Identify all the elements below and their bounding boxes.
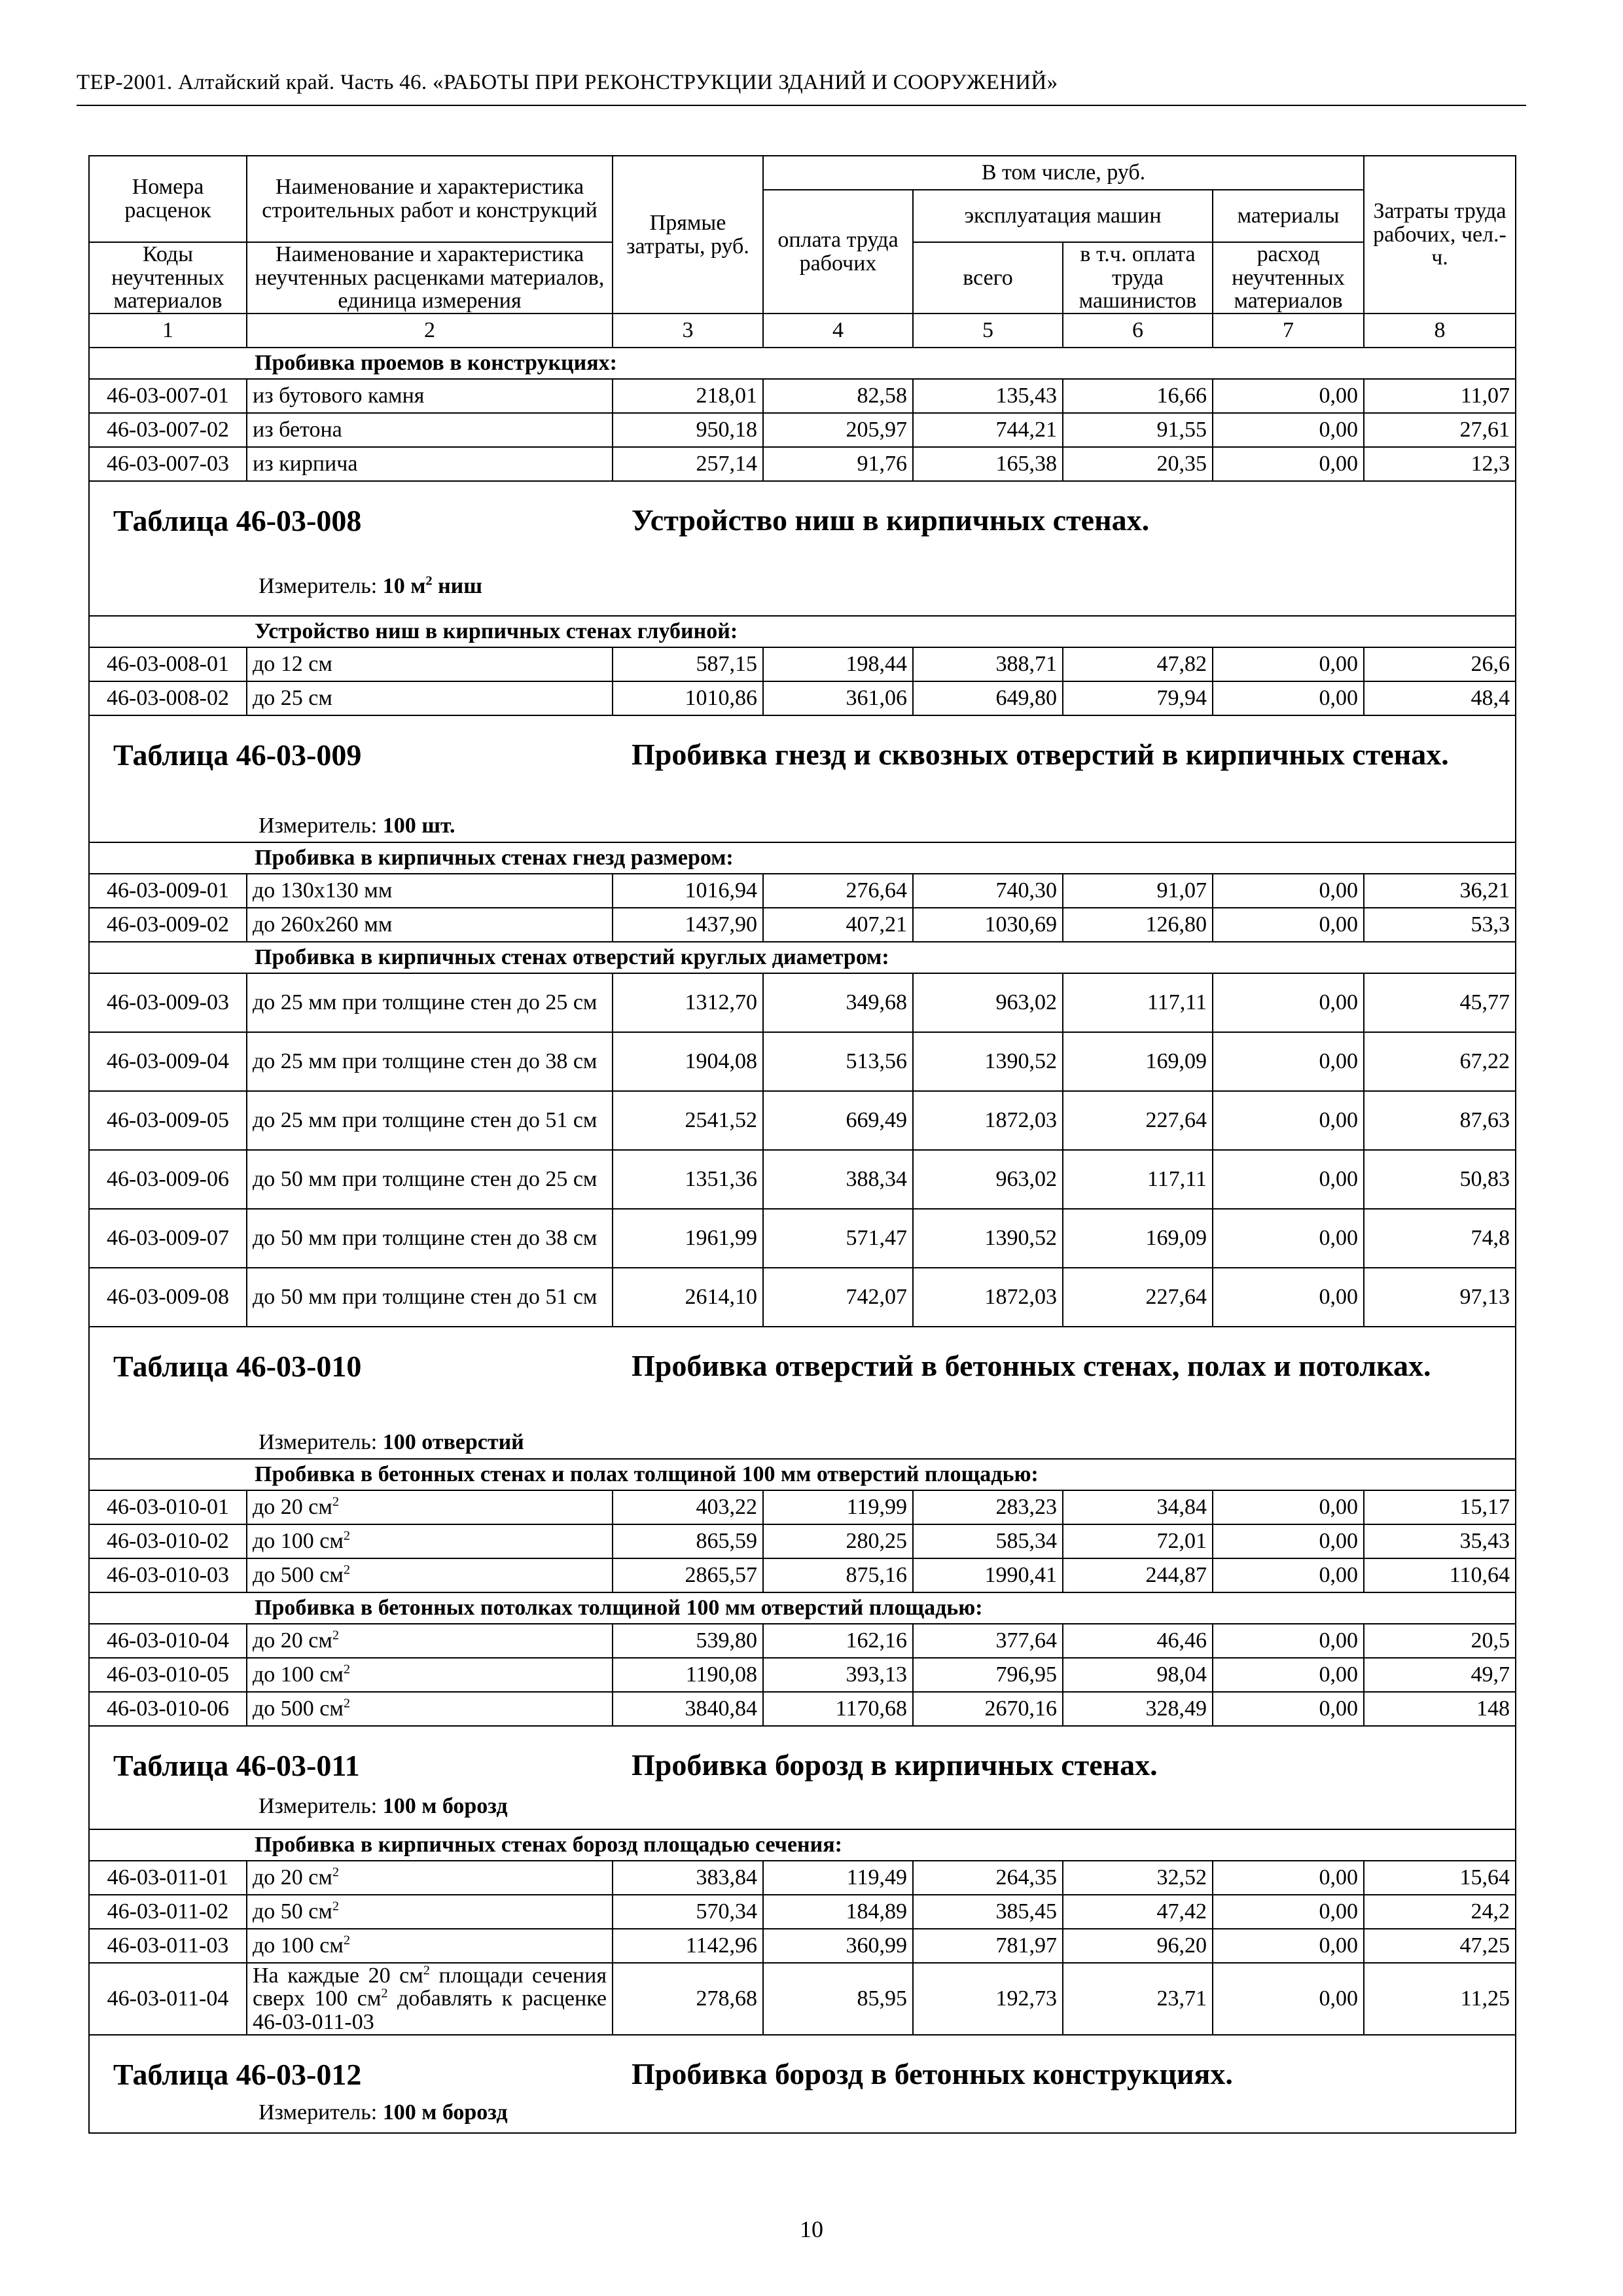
wages: 875,16 bbox=[763, 1558, 913, 1592]
rate-name: до 50 мм при толщине стен до 25 см bbox=[247, 1150, 613, 1209]
rate-name: до 100 $см^2$ bbox=[247, 1658, 613, 1692]
col-material-use: расход неучтенных материалов bbox=[1213, 242, 1364, 314]
wages: 205,97 bbox=[763, 413, 913, 447]
wages: 1170,68 bbox=[763, 1692, 913, 1726]
rate-code: 46-03-010-02 bbox=[89, 1524, 247, 1558]
table-row bbox=[89, 1624, 1516, 1658]
section-row bbox=[89, 616, 1516, 647]
labor-hours: 26,6 bbox=[1364, 647, 1516, 681]
rows-010b bbox=[89, 1624, 1516, 1726]
table-row bbox=[89, 447, 1516, 481]
machinist-wages: 96,20 bbox=[1063, 1929, 1213, 1963]
rate-name: из кирпича bbox=[247, 447, 613, 481]
machines-total: 264,35 bbox=[913, 1861, 1063, 1895]
wages: 388,34 bbox=[763, 1150, 913, 1209]
materials: 0,00 bbox=[1213, 681, 1364, 715]
section-title: Пробивка в бетонных стенах и полах толщиной 100 мм отверстий площадью: bbox=[247, 1459, 1516, 1490]
section-row bbox=[89, 942, 1516, 973]
machines-total: 963,02 bbox=[913, 1150, 1063, 1209]
table-row bbox=[89, 1268, 1516, 1327]
col-rate-numbers: Номера расценок bbox=[89, 156, 247, 242]
table-title: Пробивка отверстий в бетонных стенах, полах и потолках. bbox=[632, 1349, 1431, 1383]
table-code: Таблица 46-03-009 bbox=[113, 738, 362, 772]
labor-hours: 49,7 bbox=[1364, 1658, 1516, 1692]
table-row bbox=[89, 647, 1516, 681]
rate-code: 46-03-011-02 bbox=[89, 1895, 247, 1929]
machinist-wages: 328,49 bbox=[1063, 1692, 1213, 1726]
rate-code: 46-03-011-04 bbox=[89, 1963, 247, 2035]
section-title: Пробивка в кирпичных стенах отверстий круглых диаметром: bbox=[247, 942, 1516, 973]
machines-total: 796,95 bbox=[913, 1658, 1063, 1692]
labor-hours: 15,64 bbox=[1364, 1861, 1516, 1895]
machinist-wages: 98,04 bbox=[1063, 1658, 1213, 1692]
direct-cost: 257,14 bbox=[613, 447, 763, 481]
machines-total: 781,97 bbox=[913, 1929, 1063, 1963]
materials: 0,00 bbox=[1213, 1091, 1364, 1150]
direct-cost: 1961,99 bbox=[613, 1209, 763, 1268]
direct-cost: 278,68 bbox=[613, 1963, 763, 2035]
col-machines-total: всего bbox=[913, 242, 1063, 314]
machines-total: 1872,03 bbox=[913, 1091, 1063, 1150]
section-title: Пробивка проемов в конструкциях: bbox=[247, 348, 1516, 379]
rate-code: 46-03-009-06 bbox=[89, 1150, 247, 1209]
machinist-wages: 32,52 bbox=[1063, 1861, 1213, 1895]
materials: 0,00 bbox=[1213, 1150, 1364, 1209]
direct-cost: 570,34 bbox=[613, 1895, 763, 1929]
materials: 0,00 bbox=[1213, 647, 1364, 681]
table-row bbox=[89, 681, 1516, 715]
rate-name: до 25 мм при толщине стен до 51 см bbox=[247, 1091, 613, 1150]
direct-cost: 1312,70 bbox=[613, 973, 763, 1032]
wages: 184,89 bbox=[763, 1895, 913, 1929]
materials: 0,00 bbox=[1213, 1861, 1364, 1895]
materials: 0,00 bbox=[1213, 1524, 1364, 1558]
labor-hours: 87,63 bbox=[1364, 1091, 1516, 1150]
section-row bbox=[89, 1459, 1516, 1490]
machines-total: 1990,41 bbox=[913, 1558, 1063, 1592]
materials: 0,00 bbox=[1213, 874, 1364, 908]
materials: 0,00 bbox=[1213, 1692, 1364, 1726]
table-row bbox=[89, 1209, 1516, 1268]
table-row bbox=[89, 1091, 1516, 1150]
col-number: 7 bbox=[1213, 314, 1364, 348]
wages: 407,21 bbox=[763, 908, 913, 942]
rate-code: 46-03-009-01 bbox=[89, 874, 247, 908]
table-unit: Измеритель: 100 шт. bbox=[259, 814, 455, 838]
table-unit: Измеритель: 100 м борозд bbox=[259, 2100, 508, 2125]
labor-hours: 11,07 bbox=[1364, 379, 1516, 413]
col-number: 1 bbox=[89, 314, 247, 348]
rate-name: до 20 $см^2$ bbox=[247, 1624, 613, 1658]
materials: 0,00 bbox=[1213, 1558, 1364, 1592]
labor-hours: 50,83 bbox=[1364, 1150, 1516, 1209]
machinist-wages: 23,71 bbox=[1063, 1963, 1213, 2035]
col-wages: оплата труда рабочих bbox=[763, 190, 913, 314]
table-heading-row bbox=[89, 1327, 1516, 1459]
labor-hours: 53,3 bbox=[1364, 908, 1516, 942]
machines-total: 192,73 bbox=[913, 1963, 1063, 2035]
rate-code: 46-03-010-05 bbox=[89, 1658, 247, 1692]
materials: 0,00 bbox=[1213, 413, 1364, 447]
direct-cost: 1142,96 bbox=[613, 1929, 763, 1963]
col-machines: эксплуатация машин bbox=[913, 190, 1213, 242]
wages: 571,47 bbox=[763, 1209, 913, 1268]
machinist-wages: 169,09 bbox=[1063, 1209, 1213, 1268]
wages: 360,99 bbox=[763, 1929, 913, 1963]
rate-code: 46-03-008-01 bbox=[89, 647, 247, 681]
machinist-wages: 117,11 bbox=[1063, 973, 1213, 1032]
rate-name: до 100 $см^2$ bbox=[247, 1929, 613, 1963]
table-code: Таблица 46-03-011 bbox=[113, 1749, 360, 1783]
labor-hours: 110,64 bbox=[1364, 1558, 1516, 1592]
col-work-name: Наименование и характеристика строительных работ и конструкций bbox=[247, 156, 613, 242]
rate-name: до 20 $см^2$ bbox=[247, 1490, 613, 1524]
machinist-wages: 227,64 bbox=[1063, 1268, 1213, 1327]
col-incl: В том числе, руб. bbox=[763, 156, 1364, 190]
rate-code: 46-03-009-07 bbox=[89, 1209, 247, 1268]
section-title: Пробивка в кирпичных стенах гнезд размером: bbox=[247, 842, 1516, 874]
table-row bbox=[89, 1658, 1516, 1692]
materials: 0,00 bbox=[1213, 1209, 1364, 1268]
rate-code: 46-03-010-06 bbox=[89, 1692, 247, 1726]
labor-hours: 67,22 bbox=[1364, 1032, 1516, 1091]
materials: 0,00 bbox=[1213, 1895, 1364, 1929]
labor-hours: 20,5 bbox=[1364, 1624, 1516, 1658]
col-machinist-wages: в т.ч. оплата труда машинистов bbox=[1063, 242, 1213, 314]
table-row bbox=[89, 379, 1516, 413]
rate-name: из бетона bbox=[247, 413, 613, 447]
table-row bbox=[89, 1929, 1516, 1963]
header-row-1 bbox=[89, 156, 1516, 190]
col-number: 8 bbox=[1364, 314, 1516, 348]
rate-code: 46-03-009-03 bbox=[89, 973, 247, 1032]
rate-code: 46-03-009-02 bbox=[89, 908, 247, 942]
machines-total: 963,02 bbox=[913, 973, 1063, 1032]
materials: 0,00 bbox=[1213, 908, 1364, 942]
machinist-wages: 47,42 bbox=[1063, 1895, 1213, 1929]
direct-cost: 587,15 bbox=[613, 647, 763, 681]
machines-total: 385,45 bbox=[913, 1895, 1063, 1929]
rate-code: 46-03-010-03 bbox=[89, 1558, 247, 1592]
machines-total: 1030,69 bbox=[913, 908, 1063, 942]
direct-cost: 1190,08 bbox=[613, 1658, 763, 1692]
table-unit: Измеритель: 100 м борозд bbox=[259, 1794, 508, 1819]
rate-name: из бутового камня bbox=[247, 379, 613, 413]
machinist-wages: 169,09 bbox=[1063, 1032, 1213, 1091]
rate-name: до 500 $см^2$ bbox=[247, 1558, 613, 1592]
table-code: Таблица 46-03-012 bbox=[113, 2058, 362, 2092]
section-title: Пробивка в бетонных потолках толщиной 100 мм отверстий площадью: bbox=[247, 1592, 1516, 1624]
section-row bbox=[89, 1829, 1516, 1861]
table-heading-row bbox=[89, 1726, 1516, 1829]
rows-008 bbox=[89, 647, 1516, 715]
rate-code: 46-03-011-03 bbox=[89, 1929, 247, 1963]
direct-cost: 1016,94 bbox=[613, 874, 763, 908]
table-row bbox=[89, 413, 1516, 447]
labor-hours: 45,77 bbox=[1364, 973, 1516, 1032]
machines-total: 585,34 bbox=[913, 1524, 1063, 1558]
materials: 0,00 bbox=[1213, 1032, 1364, 1091]
direct-cost: 2541,52 bbox=[613, 1091, 763, 1150]
rows-010a bbox=[89, 1490, 1516, 1592]
running-header: ТЕР-2001. Алтайский край. Часть 46. «РАБОТЫ ПРИ РЕКОНСТРУКЦИИ ЗДАНИЙ И СООРУЖЕНИЙ» bbox=[77, 71, 1058, 94]
page-number: 10 bbox=[800, 2216, 823, 2242]
machinist-wages: 46,46 bbox=[1063, 1624, 1213, 1658]
col-material-name: Наименование и характеристика неучтенных расценками материалов, единица измерения bbox=[247, 242, 613, 314]
materials: 0,00 bbox=[1213, 1268, 1364, 1327]
rate-name: до 100 $см^2$ bbox=[247, 1524, 613, 1558]
col-number: 2 bbox=[247, 314, 613, 348]
col-number: 3 bbox=[613, 314, 763, 348]
machines-total: 1390,52 bbox=[913, 1209, 1063, 1268]
machines-total: 283,23 bbox=[913, 1490, 1063, 1524]
rows-011 bbox=[89, 1861, 1516, 1963]
table-title: Устройство ниш в кирпичных стенах. bbox=[632, 503, 1150, 537]
header-rule bbox=[77, 105, 1526, 106]
labor-hours: 24,2 bbox=[1364, 1895, 1516, 1929]
section-row bbox=[89, 842, 1516, 874]
labor-hours: 97,13 bbox=[1364, 1268, 1516, 1327]
table-row bbox=[89, 1524, 1516, 1558]
materials: 0,00 bbox=[1213, 1929, 1364, 1963]
rate-code: 46-03-011-01 bbox=[89, 1861, 247, 1895]
wages: 162,16 bbox=[763, 1624, 913, 1658]
wages: 82,58 bbox=[763, 379, 913, 413]
table-title: Пробивка борозд в кирпичных стенах. bbox=[632, 1748, 1158, 1782]
direct-cost: 2614,10 bbox=[613, 1268, 763, 1327]
table-heading-row bbox=[89, 715, 1516, 842]
table-row bbox=[89, 1861, 1516, 1895]
col-number: 4 bbox=[763, 314, 913, 348]
machines-total: 1872,03 bbox=[913, 1268, 1063, 1327]
table-unit: Измеритель: 100 отверстий bbox=[259, 1430, 524, 1455]
direct-cost: 403,22 bbox=[613, 1490, 763, 1524]
table-row bbox=[89, 1032, 1516, 1091]
rate-name: На каждые 20 $см^2$ площади сечения сверх 100 $см^2$ добавлять к расценке 46-03-011-03 bbox=[247, 1963, 613, 2035]
direct-cost: 950,18 bbox=[613, 413, 763, 447]
rate-name: до 20 $см^2$ bbox=[247, 1861, 613, 1895]
col-number: 5 bbox=[913, 314, 1063, 348]
machinist-wages: 244,87 bbox=[1063, 1558, 1213, 1592]
labor-hours: 74,8 bbox=[1364, 1209, 1516, 1268]
rate-name: до 25 мм при толщине стен до 25 см bbox=[247, 973, 613, 1032]
section-row bbox=[89, 348, 1516, 379]
table-row bbox=[89, 1692, 1516, 1726]
machinist-wages: 79,94 bbox=[1063, 681, 1213, 715]
table-row bbox=[89, 908, 1516, 942]
machines-total: 744,21 bbox=[913, 413, 1063, 447]
direct-cost: 1010,86 bbox=[613, 681, 763, 715]
col-direct-costs: Прямые затраты, руб. bbox=[613, 156, 763, 314]
direct-cost: 539,80 bbox=[613, 1624, 763, 1658]
wages: 276,64 bbox=[763, 874, 913, 908]
col-labor-hours: Затраты труда рабочих, чел.-ч. bbox=[1364, 156, 1516, 314]
labor-hours: 35,43 bbox=[1364, 1524, 1516, 1558]
direct-cost: 218,01 bbox=[613, 379, 763, 413]
table-row bbox=[89, 973, 1516, 1032]
rate-name: до 50 $см^2$ bbox=[247, 1895, 613, 1929]
rate-code: 46-03-010-01 bbox=[89, 1490, 247, 1524]
materials: 0,00 bbox=[1213, 973, 1364, 1032]
table-row bbox=[89, 1895, 1516, 1929]
wages: 119,49 bbox=[763, 1861, 913, 1895]
wages: 198,44 bbox=[763, 647, 913, 681]
machines-total: 1390,52 bbox=[913, 1032, 1063, 1091]
rate-name: до 12 см bbox=[247, 647, 613, 681]
labor-hours: 36,21 bbox=[1364, 874, 1516, 908]
materials: 0,00 bbox=[1213, 1624, 1364, 1658]
machines-total: 165,38 bbox=[913, 447, 1063, 481]
labor-hours: 27,61 bbox=[1364, 413, 1516, 447]
rate-code: 46-03-010-04 bbox=[89, 1624, 247, 1658]
labor-hours: 148 bbox=[1364, 1692, 1516, 1726]
wages: 669,49 bbox=[763, 1091, 913, 1150]
direct-cost: 3840,84 bbox=[613, 1692, 763, 1726]
materials: 0,00 bbox=[1213, 1658, 1364, 1692]
rate-name: до 130х130 мм bbox=[247, 874, 613, 908]
rate-name: до 50 мм при толщине стен до 38 см bbox=[247, 1209, 613, 1268]
machinist-wages: 16,66 bbox=[1063, 379, 1213, 413]
machinist-wages: 227,64 bbox=[1063, 1091, 1213, 1150]
machines-total: 740,30 bbox=[913, 874, 1063, 908]
machinist-wages: 20,35 bbox=[1063, 447, 1213, 481]
table-heading-row bbox=[89, 481, 1516, 616]
machinist-wages: 47,82 bbox=[1063, 647, 1213, 681]
table-row bbox=[89, 874, 1516, 908]
materials: 0,00 bbox=[1213, 379, 1364, 413]
machinist-wages: 72,01 bbox=[1063, 1524, 1213, 1558]
col-material-codes: Коды неучтенных материалов bbox=[89, 242, 247, 314]
direct-cost: 1904,08 bbox=[613, 1032, 763, 1091]
wages: 361,06 bbox=[763, 681, 913, 715]
machinist-wages: 91,07 bbox=[1063, 874, 1213, 908]
direct-cost: 383,84 bbox=[613, 1861, 763, 1895]
materials: 0,00 bbox=[1213, 447, 1364, 481]
machinist-wages: 117,11 bbox=[1063, 1150, 1213, 1209]
machines-total: 377,64 bbox=[913, 1624, 1063, 1658]
machines-total: 388,71 bbox=[913, 647, 1063, 681]
machines-total: 649,80 bbox=[913, 681, 1063, 715]
rate-code: 46-03-009-05 bbox=[89, 1091, 247, 1150]
wages: 349,68 bbox=[763, 973, 913, 1032]
materials: 0,00 bbox=[1213, 1963, 1364, 2035]
rate-code: 46-03-007-03 bbox=[89, 447, 247, 481]
direct-cost: 865,59 bbox=[613, 1524, 763, 1558]
section-title: Пробивка в кирпичных стенах борозд площадью сечения: bbox=[247, 1829, 1516, 1861]
table-code: Таблица 46-03-010 bbox=[113, 1350, 362, 1384]
wages: 513,56 bbox=[763, 1032, 913, 1091]
machines-total: 2670,16 bbox=[913, 1692, 1063, 1726]
table-row bbox=[89, 1558, 1516, 1592]
section-title: Устройство ниш в кирпичных стенах глубиной: bbox=[247, 616, 1516, 647]
labor-hours: 12,3 bbox=[1364, 447, 1516, 481]
price-table bbox=[88, 155, 1516, 2134]
rows-009b bbox=[89, 973, 1516, 1327]
machinist-wages: 34,84 bbox=[1063, 1490, 1213, 1524]
machinist-wages: 91,55 bbox=[1063, 413, 1213, 447]
rate-code: 46-03-008-02 bbox=[89, 681, 247, 715]
rate-code: 46-03-009-08 bbox=[89, 1268, 247, 1327]
wages: 119,99 bbox=[763, 1490, 913, 1524]
labor-hours: 48,4 bbox=[1364, 681, 1516, 715]
labor-hours: 11,25 bbox=[1364, 1963, 1516, 2035]
labor-hours: 47,25 bbox=[1364, 1929, 1516, 1963]
rate-name: до 500 $см^2$ bbox=[247, 1692, 613, 1726]
table-title: Пробивка гнезд и сквозных отверстий в кирпичных стенах. bbox=[632, 738, 1449, 772]
table-code: Таблица 46-03-008 bbox=[113, 504, 362, 538]
rate-name: до 50 мм при толщине стен до 51 см bbox=[247, 1268, 613, 1327]
table-row bbox=[89, 1150, 1516, 1209]
rate-name: до 25 см bbox=[247, 681, 613, 715]
rate-name: до 260х260 мм bbox=[247, 908, 613, 942]
wages: 742,07 bbox=[763, 1268, 913, 1327]
wages: 91,76 bbox=[763, 447, 913, 481]
section-row bbox=[89, 1592, 1516, 1624]
table-heading-row bbox=[89, 2035, 1516, 2133]
table-title: Пробивка борозд в бетонных конструкциях. bbox=[632, 2057, 1233, 2091]
rate-code: 46-03-007-02 bbox=[89, 413, 247, 447]
wages: 280,25 bbox=[763, 1524, 913, 1558]
rate-code: 46-03-007-01 bbox=[89, 379, 247, 413]
col-materials: материалы bbox=[1213, 190, 1364, 242]
materials: 0,00 bbox=[1213, 1490, 1364, 1524]
table-row bbox=[89, 1963, 1516, 2035]
rows-007 bbox=[89, 379, 1516, 481]
rate-code: 46-03-009-04 bbox=[89, 1032, 247, 1091]
direct-cost: 1351,36 bbox=[613, 1150, 763, 1209]
table-unit: Измеритель: 10 $м^2$ ниш bbox=[259, 573, 482, 599]
labor-hours: 15,17 bbox=[1364, 1490, 1516, 1524]
direct-cost: 2865,57 bbox=[613, 1558, 763, 1592]
wages: 393,13 bbox=[763, 1658, 913, 1692]
rate-name: до 25 мм при толщине стен до 38 см bbox=[247, 1032, 613, 1091]
rows-009a bbox=[89, 874, 1516, 942]
machinist-wages: 126,80 bbox=[1063, 908, 1213, 942]
column-numbers-row bbox=[89, 314, 1516, 348]
machines-total: 135,43 bbox=[913, 379, 1063, 413]
col-number: 6 bbox=[1063, 314, 1213, 348]
table-row bbox=[89, 1490, 1516, 1524]
direct-cost: 1437,90 bbox=[613, 908, 763, 942]
wages: 85,95 bbox=[763, 1963, 913, 2035]
